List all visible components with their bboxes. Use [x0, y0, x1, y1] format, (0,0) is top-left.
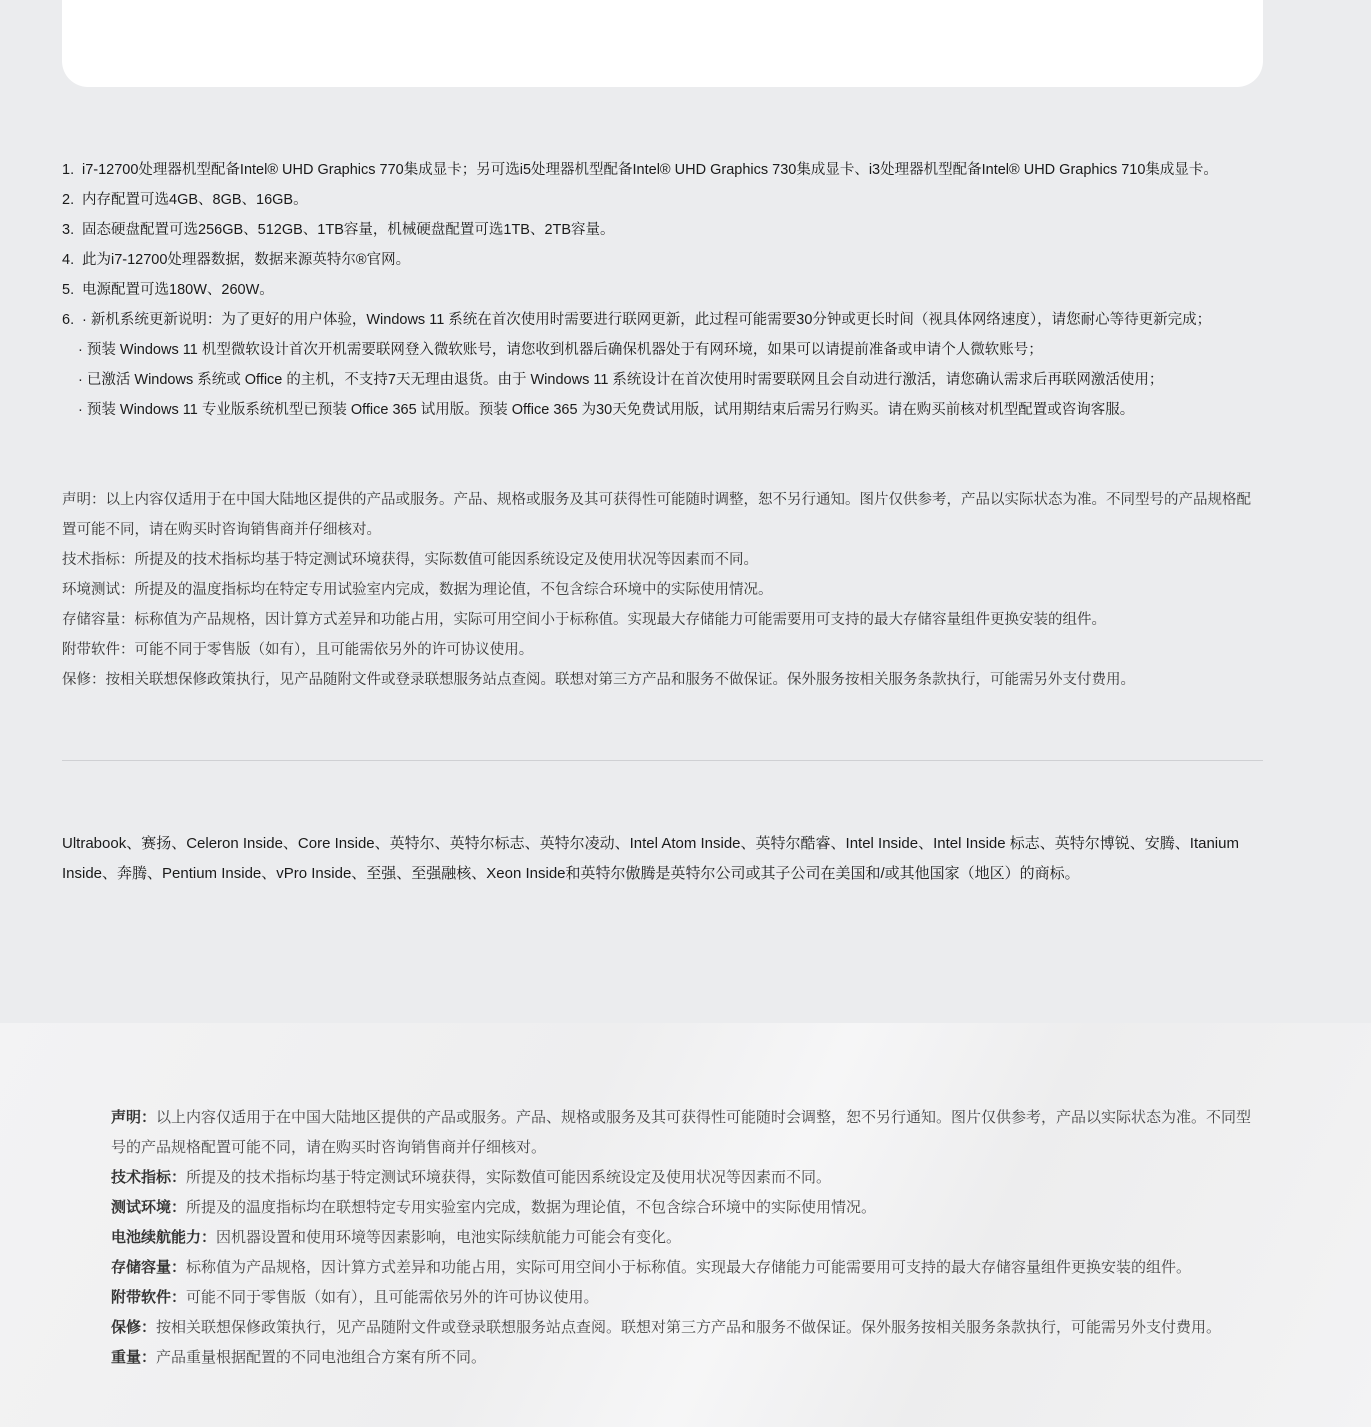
footnote-item: 1. i7-12700处理器机型配备Intel® UHD Graphics 770集成显卡；另可选i5处理器机型配备Intel® UHD Graphics 730集成显卡、i3处理器机型配备Intel® UHD Graphics 710集成显卡。: [62, 162, 1218, 178]
footer-line: 附带软件：可能不同于零售版（如有），且可能需依另外的许可协议使用。: [111, 1289, 599, 1306]
footnote-item: 3. 固态硬盘配置可选256GB、512GB、1TB容量，机械硬盘配置可选1TB、2TB容量。: [62, 222, 615, 238]
footer-label: 存储容量：: [111, 1259, 187, 1276]
disclaimer-block: [62, 485, 1262, 695]
footer-label: 技术指标：: [111, 1169, 187, 1186]
footer-label: 声明：: [111, 1109, 157, 1126]
footnotes-list: [62, 155, 1292, 425]
footer-line: 技术指标：所提及的技术指标均基于特定测试环境获得，实际数值可能因系统设定及使用状况等因素而不同。: [111, 1169, 832, 1186]
footer-label: 保修：: [111, 1319, 157, 1336]
disclaimer-line: 保修：按相关联想保修政策执行，见产品随附文件或登录联想服务站点查阅。联想对第三方产品和服务不做保证。保外服务按相关服务条款执行，可能需另外支付费用。: [62, 672, 1135, 688]
footer-line: 重量：产品重量根据配置的不同电池组合方案有所不同。: [111, 1349, 487, 1366]
footer-line: 存储容量：标称值为产品规格，因计算方式差异和功能占用，实际可用空间小于标称值。实现最大存储能力可能需要用可支持的最大存储容量组件更换安装的组件。: [111, 1259, 1192, 1276]
footer-line: 保修：按相关联想保修政策执行，见产品随附文件或登录联想服务站点查阅。联想对第三方产品和服务不做保证。保外服务按相关服务条款执行，可能需另外支付费用。: [111, 1319, 1222, 1336]
footer-line: 电池续航能力：因机器设置和使用环境等因素影响，电池实际续航能力可能会有变化。: [111, 1229, 682, 1246]
footnote-subitem: · 预装 Windows 11 机型微软设计首次开机需要联网登入微软账号，请您收到机器后确保机器处于有网环境，如果可以请提前准备或申请个人微软账号；: [78, 342, 1043, 358]
footer-disclaimer: [0, 1023, 1371, 1427]
footnote-item: 2. 内存配置可选4GB、8GB、16GB。: [62, 192, 308, 208]
trademark-notice: Ultrabook、赛扬、Celeron Inside、Core Inside、英特尔、英特尔标志、英特尔凌动、Intel Atom Inside、英特尔酷睿、Intel Inside、Intel Inside 标志、英特尔博锐、安腾、Itanium Inside、奔腾、Pentium Inside、vPro Inside、至强、至强融核、Xeon Inside和英特尔傲腾是英特尔公司或其子公司在美国和/或其他国家（地区）的商标。: [62, 835, 1239, 882]
disclaimer-line: 环境测试：所提及的温度指标均在特定专用试验室内完成，数据为理论值，不包含综合环境中的实际使用情况。: [62, 582, 773, 598]
footer-label: 重量：: [111, 1349, 157, 1366]
footer-label: 测试环境：: [111, 1199, 187, 1216]
disclaimer-line: 存储容量：标称值为产品规格，因计算方式差异和功能占用，实际可用空间小于标称值。实现最大存储能力可能需要用可支持的最大存储容量组件更换安装的组件。: [62, 612, 1106, 628]
section-divider: [62, 760, 1263, 761]
disclaimer-line: 附带软件：可能不同于零售版（如有），且可能需依另外的许可协议使用。: [62, 642, 534, 658]
footnote-item: 6. · 新机系统更新说明：为了更好的用户体验，Windows 11 系统在首次使用时需要进行联网更新，此过程可能需要30分钟或更长时间（视具体网络速度），请您耐心等待更新完成；: [62, 312, 1212, 328]
footnote-item: 4. 此为i7-12700处理器数据，数据来源英特尔®官网。: [62, 252, 411, 268]
footer-line: 测试环境：所提及的温度指标均在联想特定专用实验室内完成，数据为理论值，不包含综合环境中的实际使用情况。: [111, 1199, 877, 1216]
footnote-item: 5. 电源配置可选180W、260W。: [62, 282, 274, 298]
disclaimer-line: 声明：以上内容仅适用于在中国大陆地区提供的产品或服务。产品、规格或服务及其可获得性可能随时调整，恕不另行通知。图片仅供参考，产品以实际状态为准。不同型号的产品规格配置可能不同，请在购买时咨询销售商并仔细核对。: [62, 492, 1251, 538]
footnote-subitem: · 预装 Windows 11 专业版系统机型已预装 Office 365 试用版。预装 Office 365 为30天免费试用版，试用期结束后需另行购买。请在购买前核对机型配置或咨询客服。: [78, 402, 1135, 418]
content-card: [62, 0, 1263, 87]
footer-label: 附带软件：: [111, 1289, 187, 1306]
footer-line: 声明：以上内容仅适用于在中国大陆地区提供的产品或服务。产品、规格或服务及其可获得性可能随时会调整，恕不另行通知。图片仅供参考，产品以实际状态为准。不同型号的产品规格配置可能不同，请在购买时咨询销售商并仔细核对。: [111, 1109, 1252, 1156]
footer-label: 电池续航能力：: [111, 1229, 217, 1246]
footnote-subitem: · 已激活 Windows 系统或 Office 的主机，不支持7天无理由退货。由于 Windows 11 系统设计在首次使用时需要联网且会自动进行激活，请您确认需求后再联网激活使用；: [78, 372, 1164, 388]
disclaimer-line: 技术指标：所提及的技术指标均基于特定测试环境获得，实际数值可能因系统设定及使用状况等因素而不同。: [62, 552, 758, 568]
